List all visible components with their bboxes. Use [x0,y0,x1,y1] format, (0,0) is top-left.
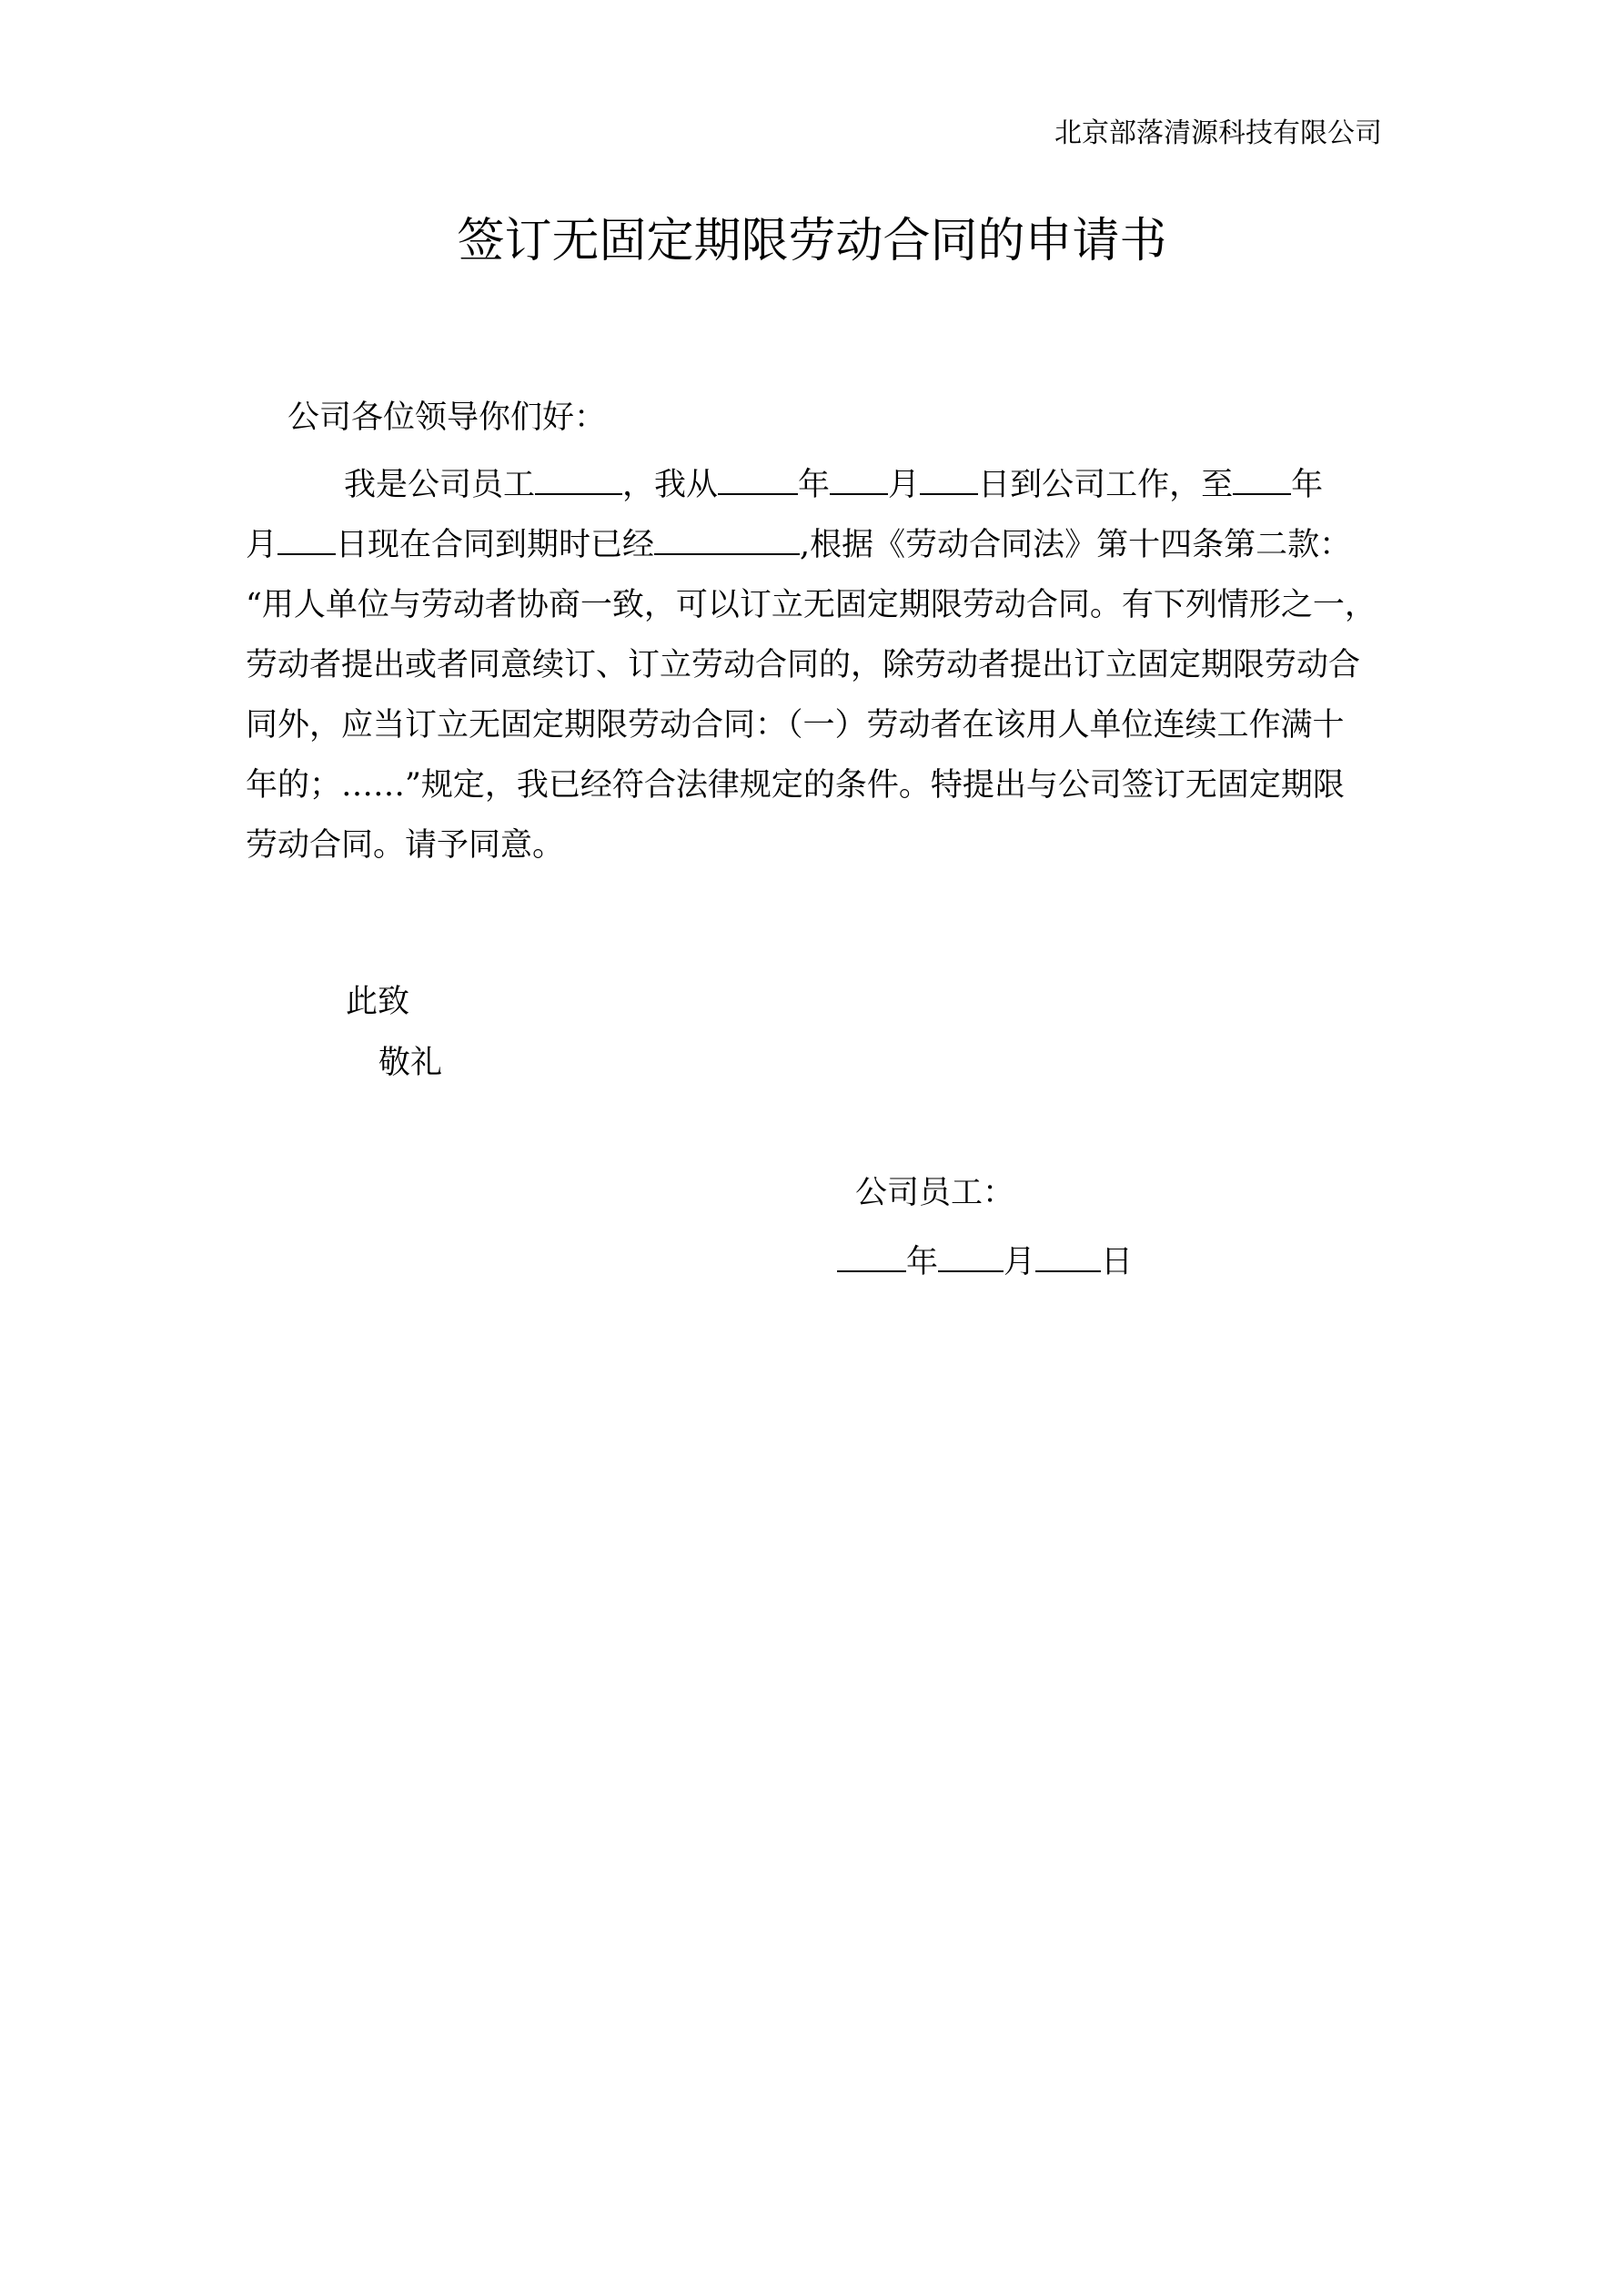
body-text-end-day: 日现在合同到期时已经 [336,527,655,563]
blank-sign-month [938,1238,1004,1272]
body-text-law-ref: ,根据《劳动合同法》第十四条第二款： [800,527,1352,563]
blank-start-month [830,460,888,495]
blank-end-year [1233,460,1291,495]
blank-sign-day [1035,1238,1101,1272]
blank-duration [654,521,800,555]
application-body [246,455,1383,875]
body-text-since: ，我从 [622,467,719,503]
closing-ci-zhi: 此致 [346,984,410,1020]
body-text-employee: 我是公司员工 [344,467,536,503]
body-text-end-month: 月 [246,527,278,563]
body-text-year: 年 [798,467,831,503]
document-title: 签订无固定期限劳动合同的申请书 [457,214,1167,268]
salutation: 公司各位领导你们好： [287,400,607,436]
blank-start-year [718,460,798,495]
signature-label: 公司员工： [855,1175,1015,1211]
body-text-month: 月 [888,467,921,503]
body-text-day-to: 日到公司工作，至 [978,467,1234,503]
blank-start-day [920,460,978,495]
blank-employee-name [535,460,622,495]
body-line-6: 年的；……”规定，我已经符合法律规定的条件。特提出与公司签订无固定期限 [246,767,1345,804]
body-line-7: 劳动合同。请予同意。 [246,827,565,864]
closing-jing-li: 敬礼 [378,1045,443,1081]
signature-date [837,1238,1133,1285]
company-name-header: 北京部落清源科技有限公司 [1054,117,1382,149]
body-line-2 [246,515,1383,575]
body-line-4: 劳动者提出或者同意续订、订立劳动合同的，除劳动者提出订立固定期限劳动合 [246,647,1361,683]
body-line-5: 同外，应当订立无固定期限劳动合同：（一）劳动者在该用人单位连续工作满十 [246,707,1345,743]
body-line-1 [246,455,1383,515]
date-day-label: 日 [1101,1244,1134,1280]
blank-sign-year [837,1238,906,1272]
body-text-end-year: 年 [1291,467,1324,503]
blank-end-month [277,521,336,555]
date-month-label: 月 [1004,1244,1036,1280]
body-line-3: “用人单位与劳动者协商一致，可以订立无固定期限劳动合同。有下列情形之一， [246,587,1377,623]
date-year-label: 年 [906,1244,939,1280]
